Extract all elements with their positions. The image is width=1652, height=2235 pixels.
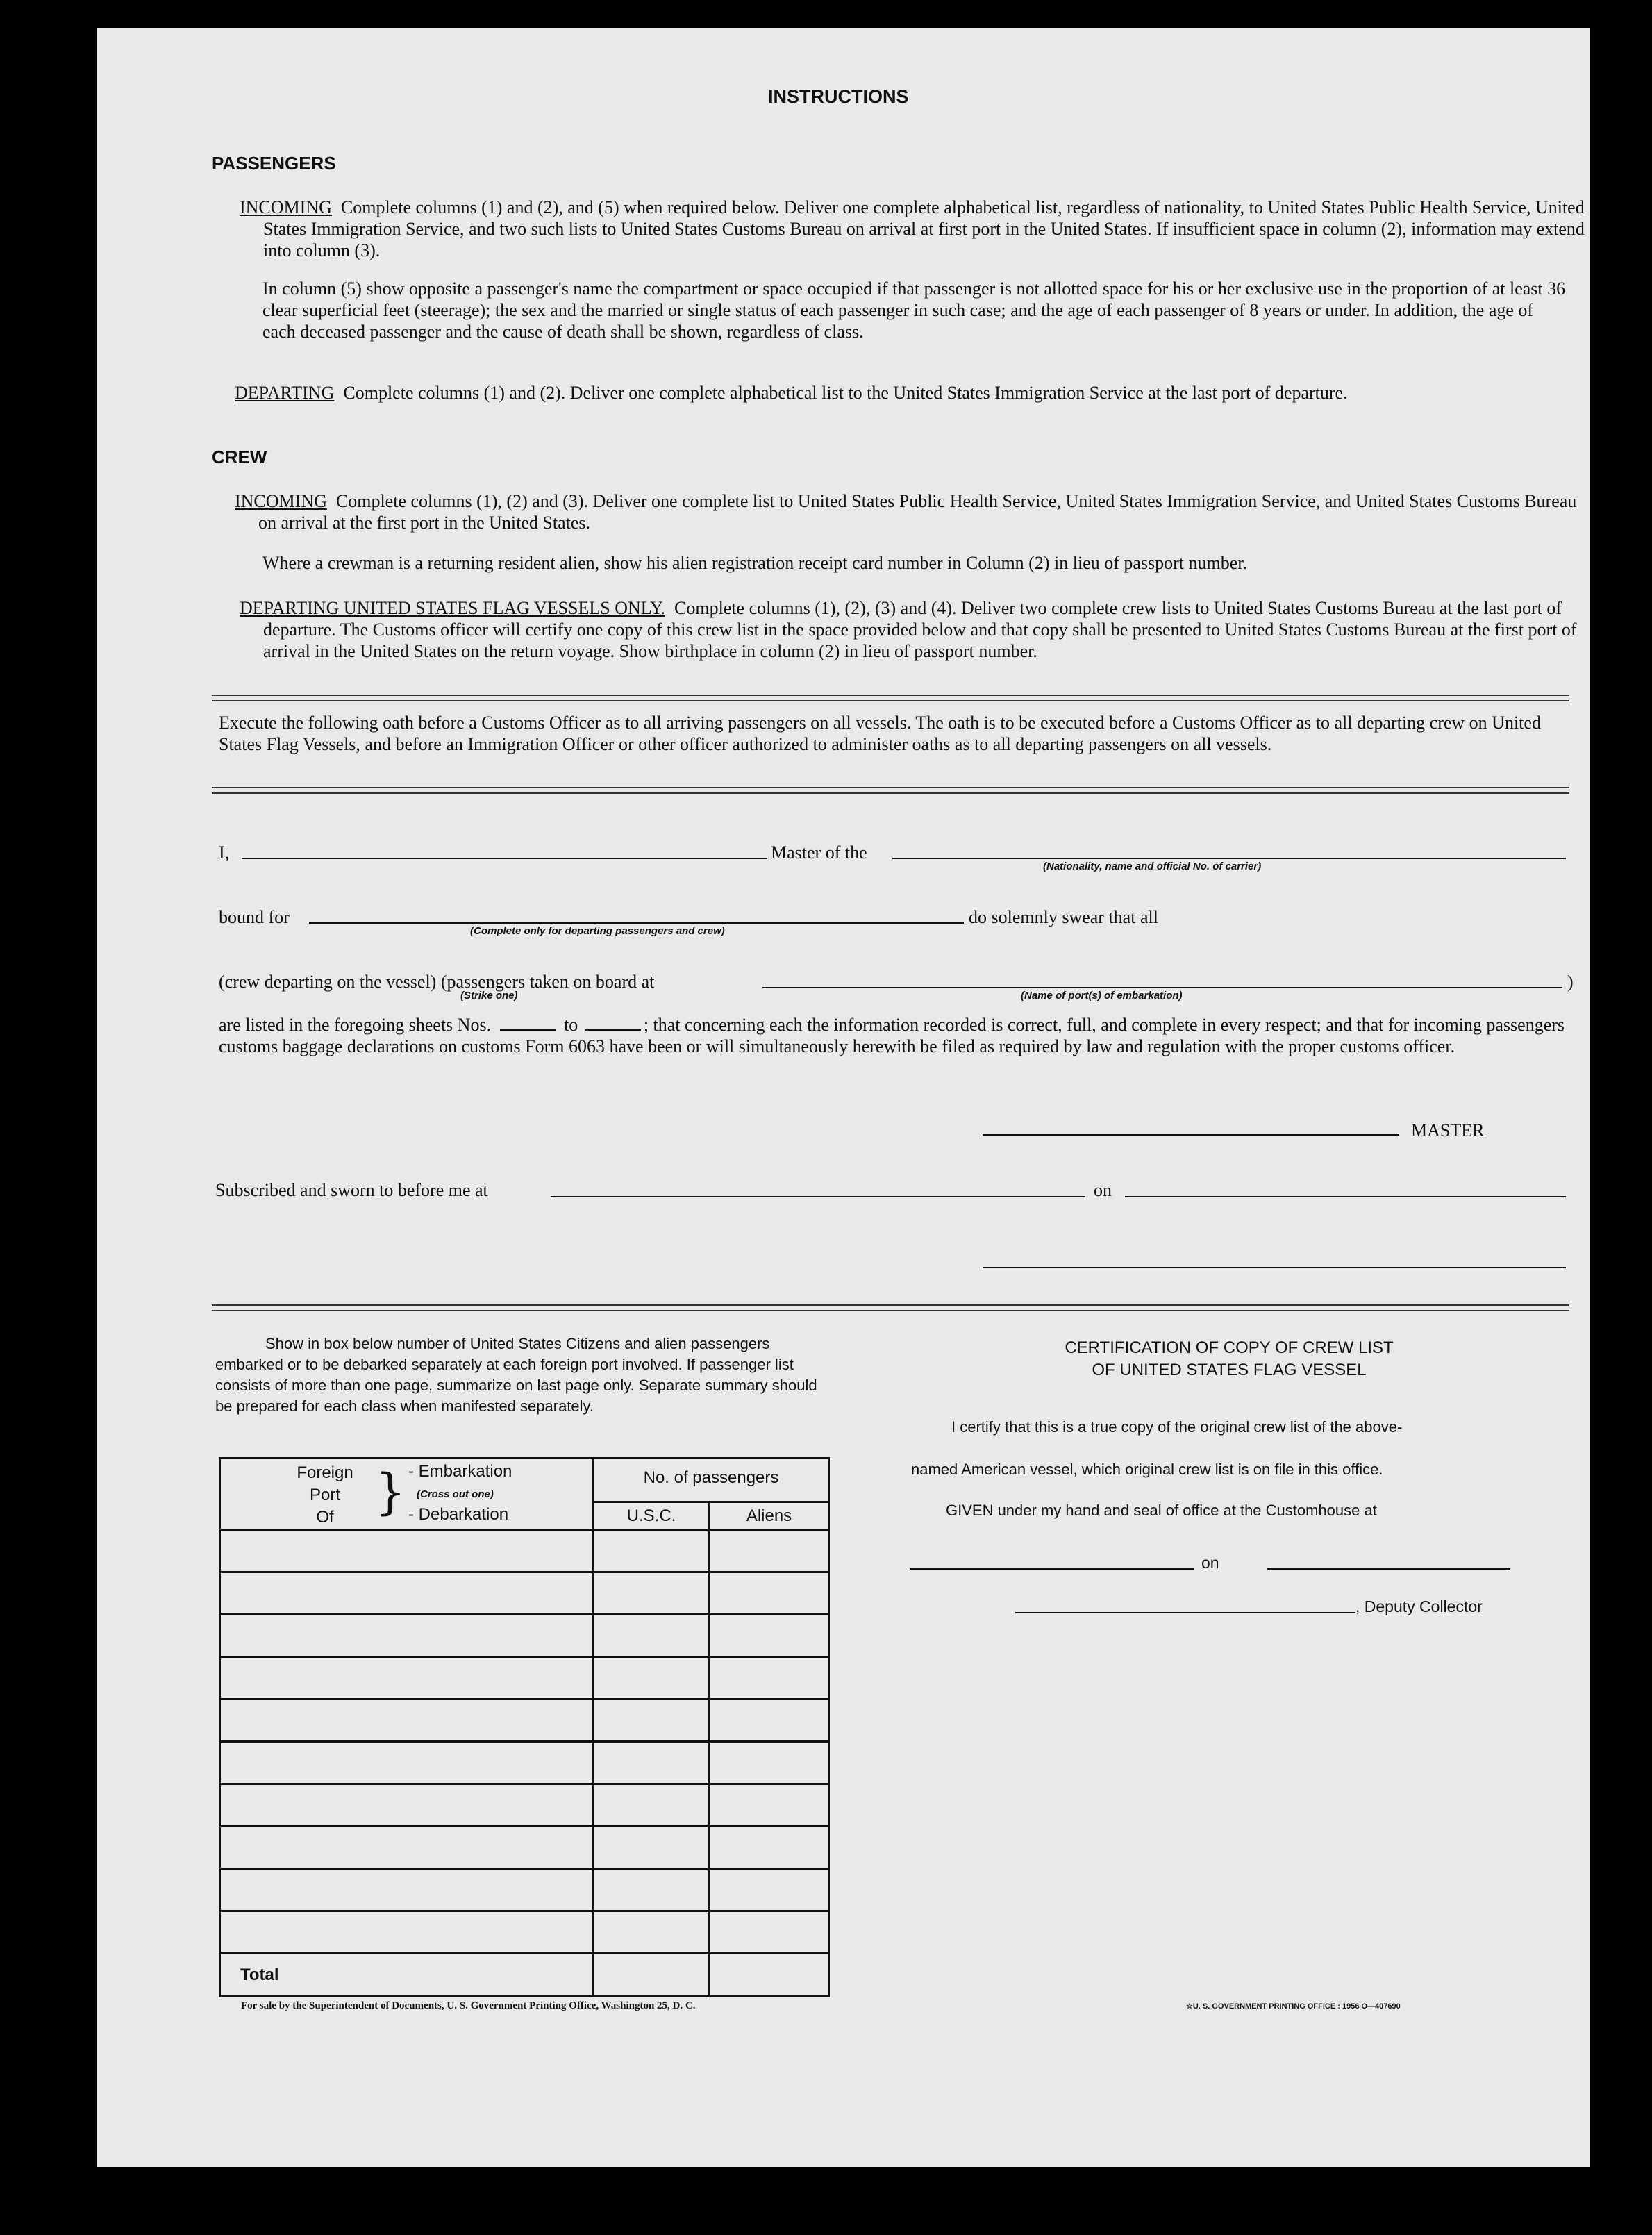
crew-departing-label: DEPARTING UNITED STATES FLAG VESSELS ONLY. bbox=[240, 598, 665, 618]
foreign-port-of bbox=[290, 1462, 360, 1529]
passengers-heading: PASSENGERS bbox=[212, 153, 336, 174]
footer-gpo-note: ☆U. S. GOVERNMENT PRINTING OFFICE : 1956 O—407690 bbox=[1186, 2002, 1401, 2011]
debarkation-label: - Debarkation bbox=[408, 1505, 509, 1524]
listed-paragraph bbox=[219, 1014, 1566, 1057]
deputy-signature-line[interactable] bbox=[1015, 1612, 1355, 1613]
carrier-caption: (Nationality, name and official No. of carrier) bbox=[1043, 861, 1262, 872]
usc-cell[interactable] bbox=[594, 1827, 710, 1869]
usc-cell[interactable] bbox=[594, 1700, 710, 1742]
port-label: Port bbox=[309, 1486, 340, 1504]
passengers-header-cell bbox=[594, 1459, 829, 1530]
embarkation-label: - Embarkation bbox=[408, 1462, 512, 1481]
usc-header: U.S.C. bbox=[594, 1503, 710, 1529]
certification-title-line1: CERTIFICATION OF COPY OF CREW LIST bbox=[1065, 1338, 1394, 1357]
document bbox=[97, 28, 1590, 2167]
passengers-departing-paragraph bbox=[235, 382, 1592, 404]
officer-signature-line[interactable] bbox=[983, 1267, 1566, 1268]
aliens-cell[interactable] bbox=[710, 1700, 829, 1742]
crew-departing-label: (crew departing on the vessel) (passengers taken on board at bbox=[219, 972, 655, 992]
subscribed-place-line[interactable] bbox=[551, 1196, 1085, 1197]
aliens-cell[interactable] bbox=[710, 1530, 829, 1572]
passenger-summary-table bbox=[219, 1457, 830, 1997]
certify-line1: I certify that this is a true copy of the original crew list of the above- bbox=[951, 1418, 1403, 1436]
master-name-line[interactable] bbox=[242, 858, 767, 859]
subscribed-label: Subscribed and sworn to before me at bbox=[215, 1180, 488, 1200]
port-cell[interactable] bbox=[220, 1911, 594, 1954]
passengers-incoming-text: Complete columns (1) and (2), and (5) when required below. Deliver one complete alphabetical list, regardless of nationality, to United States Public Health Service, United States Immigration Service, and two such lists to United States Customs Bureau on arrival at first port in the United States. If insufficient space in column (2), information may extend into column (3). bbox=[263, 197, 1585, 260]
passengers-column5-paragraph: In column (5) show opposite a passenger's name the compartment or space occupied if that passenger is not allotted space for his or her exclusive use in the proportion of at least 36 clear superficial feet (steerage); the sex and the married or single status of each passenger in such case; and the age of each passenger of 8 years or under. In addition, the age of each deceased passenger and the cause of death shall be shown, regardless of class. bbox=[262, 279, 1566, 342]
strike-caption: (Strike one) bbox=[460, 990, 518, 1002]
certify-line2: named American vessel, which original crew list is on file in this office. bbox=[911, 1461, 1383, 1478]
aliens-header: Aliens bbox=[746, 1506, 792, 1525]
divider bbox=[212, 695, 1569, 701]
subscribed-date-line[interactable] bbox=[1125, 1196, 1566, 1197]
table-row bbox=[220, 1911, 829, 1954]
passengers-incoming-label: INCOMING bbox=[240, 197, 332, 217]
table-row bbox=[220, 1827, 829, 1869]
port-cell[interactable] bbox=[220, 1869, 594, 1911]
aliens-cell[interactable] bbox=[710, 1742, 829, 1784]
port-cell[interactable] bbox=[220, 1742, 594, 1784]
bound-for-label: bound for bbox=[219, 907, 290, 927]
crew-incoming-paragraph bbox=[235, 490, 1592, 533]
usc-cell[interactable] bbox=[594, 1530, 710, 1572]
certification-date-line[interactable] bbox=[1267, 1568, 1510, 1570]
crew-heading: CREW bbox=[212, 447, 267, 467]
usc-cell[interactable] bbox=[594, 1742, 710, 1784]
bound-for-line[interactable] bbox=[309, 922, 964, 924]
passengers-departing-text: Complete columns (1) and (2). Deliver one complete alphabetical list to the United States Immigration Service at the last port of departure. bbox=[343, 383, 1348, 403]
total-row bbox=[220, 1954, 829, 1997]
page-title: INSTRUCTIONS bbox=[768, 86, 909, 107]
ports-caption: (Name of port(s) of embarkation) bbox=[1021, 990, 1183, 1002]
usc-cell[interactable] bbox=[594, 1615, 710, 1657]
aliens-cell[interactable] bbox=[710, 1784, 829, 1827]
table-row bbox=[220, 1657, 829, 1700]
aliens-cell[interactable] bbox=[710, 1869, 829, 1911]
listed-prefix: are listed in the foregoing sheets Nos. bbox=[219, 1015, 492, 1035]
subscribed-on-label: on bbox=[1094, 1180, 1112, 1200]
usc-total-cell[interactable] bbox=[594, 1954, 710, 1997]
port-header-cell bbox=[220, 1459, 594, 1530]
aliens-cell[interactable] bbox=[710, 1827, 829, 1869]
listed-suffix: ; that concerning each the information recorded is correct, full, and complete in every respect; and that for incoming passengers customs baggage declarations on customs Form 6063 have been or will simultaneously herewith be filed as required by law and regulation with the proper customs officer. bbox=[219, 1015, 1565, 1056]
sheet-to-line[interactable] bbox=[585, 1029, 641, 1031]
table-row bbox=[220, 1742, 829, 1784]
crew-incoming-label: INCOMING bbox=[235, 491, 327, 511]
ports-line[interactable] bbox=[762, 987, 1562, 988]
aliens-cell[interactable] bbox=[710, 1911, 829, 1954]
port-cell[interactable] bbox=[220, 1784, 594, 1827]
passengers-incoming-paragraph bbox=[240, 197, 1596, 261]
port-cell[interactable] bbox=[220, 1700, 594, 1742]
divider bbox=[212, 787, 1569, 794]
customhouse-line[interactable] bbox=[910, 1568, 1194, 1570]
port-cell[interactable] bbox=[220, 1530, 594, 1572]
footer-sale-note: For sale by the Superintendent of Documents, U. S. Government Printing Office, Washington 25, D. C. bbox=[241, 2000, 696, 2011]
aliens-cell[interactable] bbox=[710, 1572, 829, 1615]
table-row bbox=[220, 1784, 829, 1827]
carrier-line[interactable] bbox=[892, 858, 1566, 859]
divider bbox=[212, 1304, 1569, 1311]
sheet-from-line[interactable] bbox=[500, 1029, 556, 1031]
port-cell[interactable] bbox=[220, 1615, 594, 1657]
i-label: I, bbox=[219, 842, 230, 863]
total-label: Total bbox=[220, 1954, 594, 1997]
close-paren: ) bbox=[1567, 972, 1574, 992]
table-row bbox=[220, 1530, 829, 1572]
crew-departing-paragraph bbox=[240, 597, 1596, 662]
master-label: MASTER bbox=[1411, 1120, 1485, 1140]
passengers-departing-label: DEPARTING bbox=[235, 383, 335, 403]
master-signature-line[interactable] bbox=[983, 1134, 1399, 1136]
brace-glyph: } bbox=[375, 1463, 406, 1520]
usc-cell[interactable] bbox=[594, 1869, 710, 1911]
cross-out-caption: (Cross out one) bbox=[417, 1488, 494, 1500]
certification-title-line2: OF UNITED STATES FLAG VESSEL bbox=[1092, 1361, 1367, 1379]
summary-instructions: Show in box below number of United States Citizens and alien passengers embarked or to be debarked separately at each foreign port involved. If passenger list consists of more than one page, summarize on last page only. Separate summary should be prepared for each class when manifested separately. bbox=[215, 1335, 817, 1415]
crew-incoming-text: Complete columns (1), (2) and (3). Deliver one complete list to United States Public Health Service, United States Immigration Service, and United States Customs Bureau on arrival at the first port in the United States. bbox=[258, 491, 1577, 533]
crew-resident-paragraph: Where a crewman is a returning resident alien, show his alien registration receipt card number in Column (2) in lieu of passport number. bbox=[262, 553, 1248, 573]
port-cell[interactable] bbox=[220, 1827, 594, 1869]
table-row bbox=[220, 1700, 829, 1742]
oath-intro: Execute the following oath before a Customs Officer as to all arriving passengers on all vessels. The oath is to be executed before a Customs Officer as to all departing crew on United States Flag Vessels, and before an Immigration Officer or other officer authorized to administer oaths as to all departing passengers on all vessels. bbox=[219, 713, 1541, 754]
no-passengers-label: No. of passengers bbox=[594, 1459, 828, 1503]
aliens-cell[interactable] bbox=[710, 1657, 829, 1700]
usc-cell[interactable] bbox=[594, 1911, 710, 1954]
swear-label: do solemnly swear that all bbox=[969, 907, 1158, 927]
deputy-collector-label: , Deputy Collector bbox=[1355, 1597, 1483, 1615]
table-row bbox=[220, 1869, 829, 1911]
crew-departing-text: Complete columns (1), (2), (3) and (4). Deliver two complete crew lists to United States Customs Bureau at the last port of departure. The Customs officer will certify one copy of this crew list in the space provided below and that copy shall be presented to United States Customs Bureau at the first port of arrival in the United States on the return voyage. Show birthplace in column (2) in lieu of passport number. bbox=[263, 598, 1577, 661]
certification-title bbox=[944, 1337, 1514, 1381]
given-line: GIVEN under my hand and seal of office at the Customhouse at bbox=[946, 1502, 1377, 1519]
aliens-cell[interactable] bbox=[710, 1615, 829, 1657]
usc-cell[interactable] bbox=[594, 1572, 710, 1615]
bound-for-caption: (Complete only for departing passengers and crew) bbox=[470, 925, 725, 937]
of-label: Of bbox=[316, 1508, 334, 1527]
aliens-total-cell[interactable] bbox=[710, 1954, 829, 1997]
foreign-label: Foreign bbox=[297, 1463, 353, 1482]
usc-cell[interactable] bbox=[594, 1657, 710, 1700]
port-cell[interactable] bbox=[220, 1572, 594, 1615]
to-label: to bbox=[564, 1015, 578, 1035]
master-of-label: Master of the bbox=[771, 842, 867, 863]
form-sheet bbox=[97, 28, 1590, 2167]
table-row bbox=[220, 1572, 829, 1615]
usc-cell[interactable] bbox=[594, 1784, 710, 1827]
table-row bbox=[220, 1615, 829, 1657]
certification-on-label: on bbox=[1201, 1554, 1219, 1572]
port-cell[interactable] bbox=[220, 1657, 594, 1700]
